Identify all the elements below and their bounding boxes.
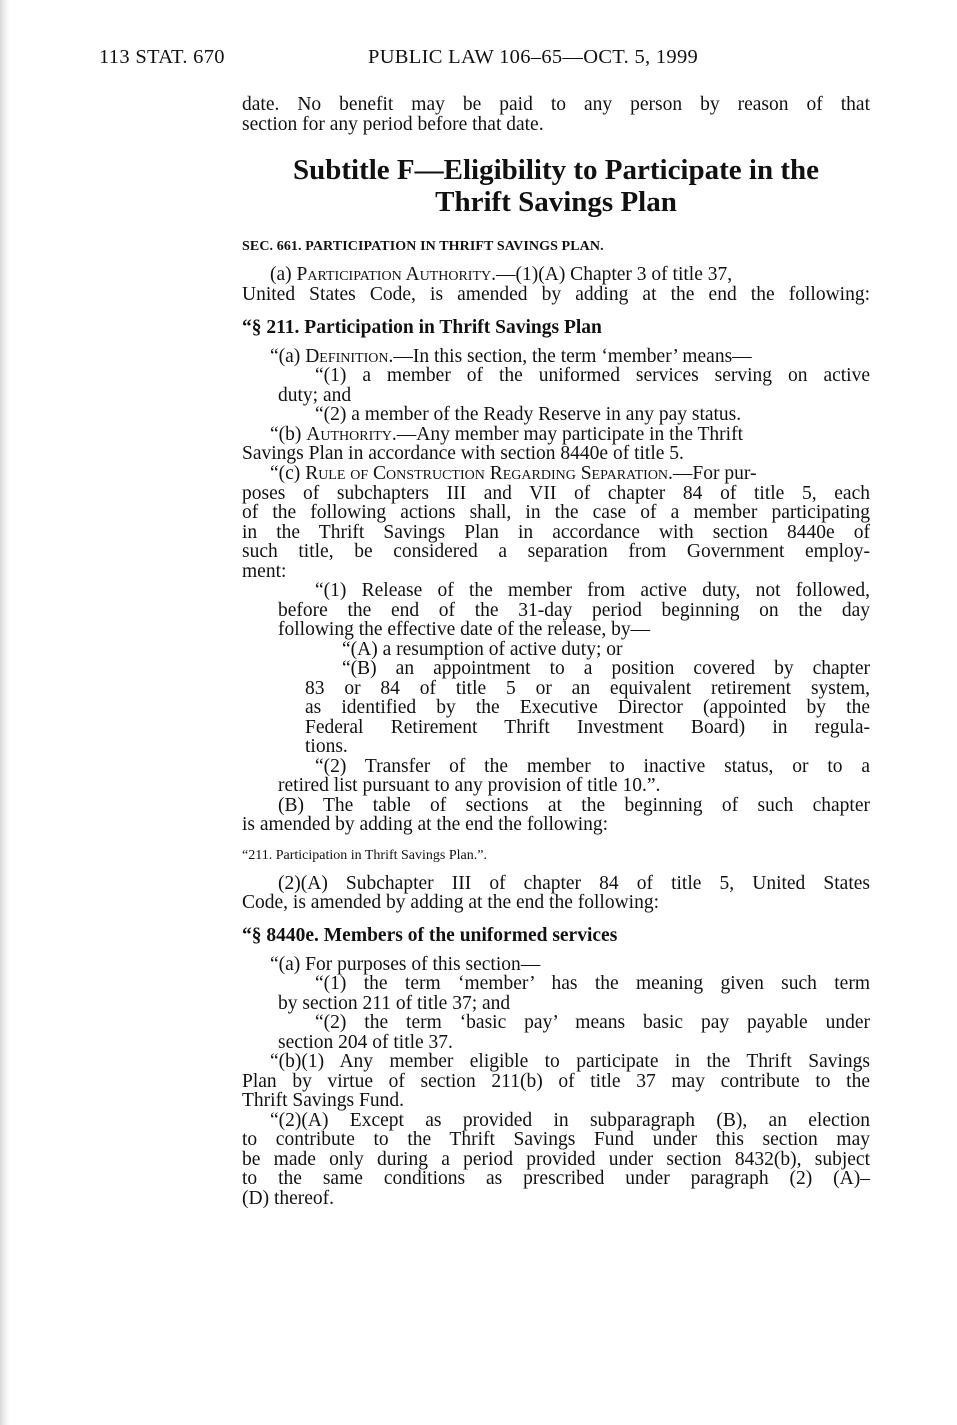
- text-line: poses of subchapters III and VII of chapter 84 of title 5, each: [242, 483, 870, 504]
- stat-citation: 113 STAT. 670: [99, 46, 225, 68]
- text-run: (a): [270, 264, 297, 285]
- small-caps-heading: Authority: [306, 424, 392, 445]
- inserted-section-heading: “§ 8440e. Members of the uniformed services: [242, 925, 618, 946]
- subtitle-heading-line1: Subtitle F—Eligibility to Participate in the: [292, 154, 819, 186]
- text-run: .—Any member may participate in the Thrift: [391, 424, 743, 445]
- text-line: “(A) a resumption of active duty; or: [342, 639, 623, 660]
- text-line: Thrift Savings Fund.: [242, 1090, 404, 1111]
- text-line: Plan by virtue of section 211(b) of title 37 may contribute to the: [242, 1071, 870, 1092]
- text-line: retired list pursuant to any provision of title 10.”.: [278, 775, 661, 796]
- text-line: “(2) a member of the Ready Reserve in any pay status.: [315, 404, 742, 425]
- text-line: is amended by adding at the end the following:: [242, 814, 609, 835]
- text-run: .—(1)(A) Chapter 3 of title 37,: [491, 264, 733, 285]
- text-line: [270, 464, 756, 484]
- text-line: “(b)(1) Any member eligible to participate in the Thrift Savings: [270, 1051, 870, 1072]
- law-citation: PUBLIC LAW 106–65—OCT. 5, 1999: [368, 46, 699, 68]
- text-line: ment:: [242, 561, 287, 582]
- text-line: be made only during a period provided under section 8432(b), subject: [242, 1149, 870, 1170]
- text-line: Code, is amended by adding at the end the following:: [242, 892, 659, 913]
- text-line: by section 211 of title 37; and: [278, 993, 511, 1014]
- subtitle-heading-line2: Thrift Savings Plan: [435, 186, 677, 218]
- text-line: “(1) the term ‘member’ has the meaning given such term: [315, 973, 870, 994]
- text-line: of the following actions shall, in the case of a member participating: [242, 502, 870, 523]
- text-line: to contribute to the Thrift Savings Fund under this section may: [242, 1129, 870, 1150]
- text-line: following the effective date of the release, by—: [278, 619, 651, 640]
- small-caps-heading: Participation Authority: [296, 264, 492, 285]
- inserted-section-heading: “§ 211. Participation in Thrift Savings Plan: [242, 317, 602, 338]
- section-heading: SEC. 661. PARTICIPATION IN THRIFT SAVINGS PLAN.: [242, 239, 604, 254]
- text-line: section 204 of title 37.: [278, 1032, 453, 1053]
- text-line: “(1) a member of the uniformed services serving on active: [315, 365, 870, 386]
- text-line: [270, 265, 732, 285]
- text-line: duty; and: [278, 385, 352, 406]
- text-run: .—In this section, the term ‘member’ means—: [388, 346, 752, 367]
- text-line: “(B) an appointment to a position covered by chapter: [342, 658, 870, 679]
- text-run: “(b): [270, 424, 307, 445]
- text-line: (D) thereof.: [242, 1188, 335, 1209]
- text-line: (2)(A) Subchapter III of chapter 84 of title 5, United States: [278, 873, 870, 894]
- text-line: (B) The table of sections at the beginning of such chapter: [278, 795, 870, 816]
- text-line: [270, 425, 743, 445]
- text-line: to the same conditions as prescribed under paragraph (2) (A)–: [242, 1168, 870, 1189]
- text-line: as identified by the Executive Director (appointed by the: [305, 697, 870, 718]
- text-line: in the Thrift Savings Plan in accordance with section 8440e of: [242, 522, 870, 543]
- text-line: Federal Retirement Thrift Investment Board) in regula-: [305, 717, 870, 738]
- text-run: .—For pur-: [668, 463, 757, 484]
- text-line: Savings Plan in accordance with section 8440e of title 5.: [242, 443, 684, 464]
- text-line: “(a) For purposes of this section—: [270, 954, 541, 975]
- scan-page-edge: [0, 0, 10, 1425]
- text-line: such title, be considered a separation from Government employ-: [242, 541, 870, 562]
- text-line: date. No benefit may be paid to any person by reason of that: [242, 94, 870, 115]
- text-line: “(1) Release of the member from active duty, not followed,: [315, 580, 870, 601]
- text-line: “(2) Transfer of the member to inactive status, or to a: [315, 756, 870, 777]
- text-line: before the end of the 31-day period beginning on the day: [278, 600, 870, 621]
- text-line: United States Code, is amended by adding at the end the following:: [242, 284, 870, 305]
- text-line: “(2) the term ‘basic pay’ means basic pay payable under: [315, 1012, 870, 1033]
- text-line: tions.: [305, 736, 348, 757]
- table-of-sections-entry: “211. Participation in Thrift Savings Plan.”.: [242, 848, 487, 863]
- text-line: “(2)(A) Except as provided in subparagraph (B), an election: [270, 1110, 870, 1131]
- text-run: “(a): [270, 346, 306, 367]
- text-line: section for any period before that date.: [242, 114, 544, 135]
- text-run: “(c): [270, 463, 306, 484]
- small-caps-heading: Rule of Construction Regarding Separation: [305, 463, 669, 484]
- text-line: [270, 347, 752, 367]
- text-line: 83 or 84 of title 5 or an equivalent retirement system,: [305, 678, 870, 699]
- small-caps-heading: Definition: [305, 346, 389, 367]
